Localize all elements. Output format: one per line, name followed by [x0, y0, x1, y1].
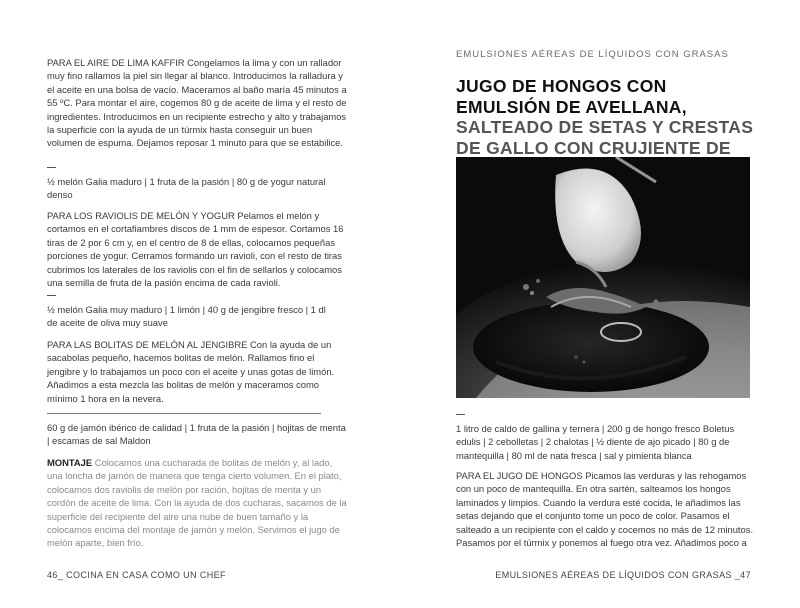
dish-photo	[456, 157, 750, 398]
dish-photo-illustration	[456, 157, 750, 398]
raviolis-paragraph	[47, 209, 349, 289]
bolitas-paragraph	[47, 338, 349, 405]
ingredients-list-raviolis: ½ melón Galia maduro | 1 fruta de la pasión | 80 g de yogur natural denso	[47, 176, 326, 201]
page-footer-left: 46_ COCINA EN CASA COMO UN CHEF	[47, 570, 226, 580]
raviolis-body: Pelamos el melón y cortamos en el cortafiambres discos de 1 mm de espesor. Cortamos 16 tiras de 2 por 6 cm y, en el centro de 8 de ellas, colocamos pequeñas porciones de yogur. Cerramos formando un ravioli, con el resto de tiras cubrimos los laterales de los raviolis con el fin de sellarlos y colocamos una semilla de fruta de la pasión encima de cada ravioli.	[47, 210, 344, 289]
aire-lima-paragraph	[47, 56, 349, 150]
montaje-body: Colocamos una cucharada de bolitas de melón y, al lado, una loncha de jamón de manera que tenga cierto volumen. En el plato, colocamos dos raviolis de melón por ración, hojitas de menta y un cordón de aceite de lima. Con la ayuda de dos cucharas, sacamos de la superficie del recipiente del aire una nube de buen tamaño y la colocamos encima del montaje de jamón y melón. Servimos el jugo de melón aparte, bien frío.	[47, 457, 347, 549]
bolitas-body: Con la ayuda de un sacabolas pequeño, hacemos bolitas de melón. Rallamos fino el jengibre y lo trabajamos un poco con el aceite y unas gotas de limón. Añadimos a esta mezcla las bolitas de melón y maceramos como mínimo 1 hora en la nevera.	[47, 339, 335, 404]
montaje-heading: MONTAJE	[47, 457, 93, 468]
aire-lima-heading: PARA EL AIRE DE LIMA KAFFIR	[47, 57, 185, 68]
ingredients-list-montaje: 60 g de jamón ibérico de calidad | 1 fruta de la pasión | hojitas de menta | escamas de sal Maldon	[47, 422, 346, 447]
ingredients-list-bolitas: ½ melón Galia muy maduro | 1 limón | 40 g de jengibre fresco | 1 dl de aceite de oliva muy suave	[47, 304, 326, 329]
jugo-body: Picamos las verduras y las rehogamos con un poco de mantequilla. En otra sartén, salteamos los hongos laminados y limpios. Cuando la verdura esté cocida, le añadimos las setas dejando que el conjunto tome un poco de color. Pasamos el salteado a un recipiente con el caldo y cocemos no más de 12 minutos. Pasamos por el túrmix y ponemos al fuego otra vez. Añadimos poco a	[456, 470, 754, 549]
section-title: EMULSIONES AÉREAS DE LÍQUIDOS CON GRASAS	[456, 49, 729, 60]
aire-lima-body: Congelamos la lima y con un rallador muy fino rallamos la piel sin llegar al blanco. Introducimos la ralladura y el aceite en una bolsa de vacío. Maceramos al baño maría 45 minutos a 55 ºC. Para montar el aire, cogemos 80 g de aceite de lima y el resto de ingredientes. Introducimos en un recipiente estrecho y alto y trabajamos la superficie con la ayuda de un túrmix hasta conseguir un buen volumen de espuma. Dejamos reposar 1 minuto para que se estabilice.	[47, 57, 347, 149]
ingredients-divider	[47, 167, 56, 168]
recipe-title-rest: SALTEADO DE SETAS Y CRESTAS DE GALLO CON CRUJIENTE DE	[456, 117, 754, 158]
ingredients-divider-long	[47, 413, 321, 414]
jugo-paragraph	[456, 469, 756, 549]
ingredients-divider	[47, 295, 56, 296]
montaje-paragraph	[47, 456, 349, 550]
ingredients-divider	[456, 414, 465, 415]
page-footer-right: EMULSIONES AÉREAS DE LÍQUIDOS CON GRASAS _47	[495, 570, 751, 580]
ingredients-list-jugo: 1 litro de caldo de gallina y ternera | 200 g de hongo fresco Boletus edulis | 2 cebolletas | 2 chalotas | ½ diente de ajo picado | 80 g de mantequilla | 80 ml de nata fresca | sal y pimienta blanca	[456, 423, 735, 461]
jugo-heading: PARA EL JUGO DE HONGOS	[456, 470, 583, 481]
right-page	[400, 0, 800, 608]
recipe-title-bold: JUGO DE HONGOS CON EMULSIÓN DE AVELLANA,	[456, 76, 687, 117]
raviolis-heading: PARA LOS RAVIOLIS DE MELÓN Y YOGUR	[47, 210, 235, 221]
bolitas-heading: PARA LAS BOLITAS DE MELÓN AL JENGIBRE	[47, 339, 248, 350]
